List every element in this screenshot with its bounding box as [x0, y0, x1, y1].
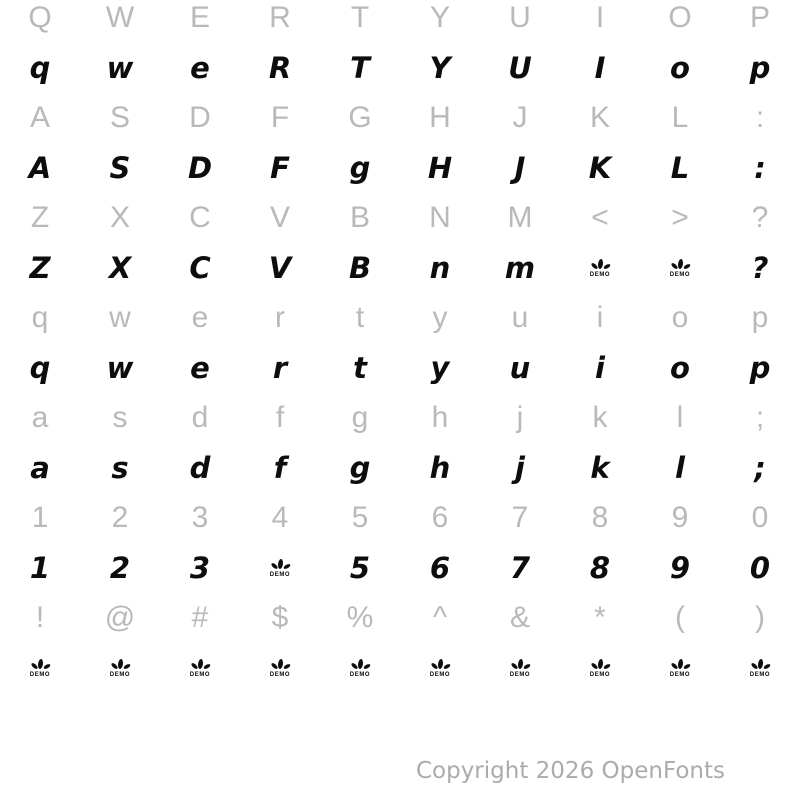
glyph-cell-demo-placeholder — [640, 643, 720, 693]
glyph-cell: C — [189, 250, 211, 285]
glyph-cell: y — [430, 350, 450, 385]
glyph-row-3-reference — [0, 93, 800, 143]
three-petal-splash-icon — [508, 658, 532, 671]
demo-placeholder-glyph — [588, 258, 612, 278]
demo-placeholder-glyph — [268, 558, 292, 578]
demo-placeholder-label: DEMO — [189, 672, 211, 678]
glyph-cell: g — [351, 401, 369, 434]
three-petal-splash-icon — [108, 658, 132, 671]
demo-placeholder-label: DEMO — [429, 672, 451, 678]
glyph-cell: X — [109, 201, 130, 234]
demo-placeholder-label: DEMO — [589, 672, 611, 678]
glyph-cell: 2 — [109, 550, 131, 585]
demo-placeholder-label: DEMO — [589, 272, 611, 278]
glyph-cell: o — [671, 301, 689, 334]
glyph-cell: B — [348, 250, 372, 285]
glyph-cell: ^ — [432, 601, 448, 634]
glyph-cell: & — [509, 601, 530, 634]
demo-placeholder-glyph — [668, 658, 692, 678]
glyph-cell: a — [31, 401, 49, 434]
glyph-cell: D — [187, 150, 213, 185]
glyph-cell: S — [109, 150, 131, 185]
glyph-cell: 5 — [351, 501, 369, 534]
glyph-cell: A — [29, 101, 50, 134]
three-petal-splash-icon — [268, 658, 292, 671]
demo-placeholder-label: DEMO — [109, 672, 131, 678]
glyph-cell: w — [109, 301, 131, 334]
glyph-cell: K — [588, 150, 612, 185]
glyph-cell: N — [429, 201, 451, 234]
demo-placeholder-glyph — [108, 658, 132, 678]
glyph-row-13-reference — [0, 593, 800, 643]
glyph-cell: T — [350, 1, 370, 34]
glyph-cell: f — [275, 401, 285, 434]
glyph-cell: ( — [675, 601, 685, 634]
demo-placeholder-glyph — [748, 658, 772, 678]
glyph-cell: I — [594, 50, 606, 85]
glyph-cell: k — [592, 401, 608, 434]
glyph-cell: g — [349, 150, 371, 185]
glyph-cell: 2 — [111, 501, 129, 534]
glyph-cell: ! — [35, 601, 45, 634]
copyright-text: Copyright 2026 OpenFonts — [415, 758, 725, 784]
glyph-cell: Z — [29, 250, 51, 285]
glyph-row-12-demo — [0, 543, 800, 593]
glyph-cell: i — [595, 350, 605, 385]
glyph-cell: ) — [755, 601, 765, 634]
glyph-cell: 6 — [431, 501, 449, 534]
glyph-row-7-reference — [0, 293, 800, 343]
glyph-cell: 1 — [31, 501, 49, 534]
glyph-cell: J — [514, 150, 526, 185]
demo-placeholder-label: DEMO — [29, 672, 51, 678]
glyph-cell: e — [191, 301, 209, 334]
demo-placeholder-glyph — [668, 258, 692, 278]
glyph-cell: T — [350, 50, 370, 85]
glyph-cell: d — [191, 401, 209, 434]
glyph-cell: B — [349, 201, 370, 234]
three-petal-splash-icon — [348, 658, 372, 671]
glyph-cell: n — [429, 250, 451, 285]
glyph-cell-demo-placeholder — [400, 643, 480, 693]
glyph-cell: p — [749, 350, 771, 385]
glyph-cell-demo-placeholder — [640, 243, 720, 293]
glyph-row-11-reference — [0, 493, 800, 543]
glyph-cell: C — [189, 201, 211, 234]
glyph-cell: u — [511, 301, 529, 334]
glyph-cell: q — [31, 301, 49, 334]
glyph-cell: I — [595, 1, 605, 34]
glyph-cell: Q — [28, 1, 52, 34]
glyph-cell: w — [106, 350, 134, 385]
glyph-cell: f — [273, 450, 287, 485]
three-petal-splash-icon — [428, 658, 452, 671]
three-petal-splash-icon — [588, 658, 612, 671]
glyph-cell: R — [268, 50, 292, 85]
glyph-row-6-demo — [0, 243, 800, 293]
glyph-cell: d — [189, 450, 211, 485]
glyph-cell: h — [429, 450, 451, 485]
glyph-cell: r — [272, 350, 288, 385]
glyph-row-1-reference — [0, 0, 800, 43]
glyph-cell: U — [509, 1, 531, 34]
demo-placeholder-glyph — [188, 658, 212, 678]
glyph-cell: 5 — [349, 550, 371, 585]
glyph-cell: V — [268, 250, 292, 285]
demo-placeholder-glyph — [428, 658, 452, 678]
glyph-cell-demo-placeholder — [720, 643, 800, 693]
glyph-cell: P — [749, 1, 770, 34]
glyph-cell: u — [509, 350, 531, 385]
glyph-cell: ? — [751, 201, 769, 234]
glyph-cell-demo-placeholder — [240, 643, 320, 693]
glyph-row-8-demo — [0, 343, 800, 393]
glyph-cell: 8 — [589, 550, 611, 585]
glyph-cell: 7 — [509, 550, 531, 585]
glyph-cell: 4 — [271, 501, 289, 534]
glyph-cell: F — [270, 150, 290, 185]
glyph-cell: @ — [104, 601, 136, 634]
glyph-cell: F — [270, 101, 290, 134]
glyph-row-4-demo — [0, 143, 800, 193]
glyph-row-14-demo — [0, 643, 800, 693]
demo-placeholder-glyph — [268, 658, 292, 678]
glyph-cell-demo-placeholder — [560, 243, 640, 293]
demo-placeholder-glyph — [348, 658, 372, 678]
glyph-cell: H — [429, 101, 451, 134]
glyph-cell: g — [349, 450, 371, 485]
glyph-cell: i — [596, 301, 604, 334]
glyph-cell: M — [507, 201, 533, 234]
glyph-cell: L — [670, 150, 690, 185]
glyph-cell-demo-placeholder — [160, 643, 240, 693]
glyph-cell: h — [431, 401, 449, 434]
glyph-cell: ; — [754, 450, 766, 485]
glyph-cell: j — [515, 450, 525, 485]
glyph-cell: > — [671, 201, 689, 234]
glyph-cell: S — [109, 101, 130, 134]
glyph-cell: 9 — [671, 501, 689, 534]
glyph-cell: 9 — [669, 550, 691, 585]
glyph-cell-demo-placeholder — [480, 643, 560, 693]
glyph-row-5-reference — [0, 193, 800, 243]
glyph-cell: 3 — [191, 501, 209, 534]
glyph-cell: V — [269, 201, 290, 234]
glyph-cell-demo-placeholder — [560, 643, 640, 693]
demo-placeholder-glyph — [28, 658, 52, 678]
glyph-row-9-reference — [0, 393, 800, 443]
glyph-cell: l — [676, 401, 684, 434]
glyph-cell: q — [29, 50, 51, 85]
demo-placeholder-label: DEMO — [349, 672, 371, 678]
three-petal-splash-icon — [28, 658, 52, 671]
demo-placeholder-glyph — [588, 658, 612, 678]
demo-placeholder-label: DEMO — [669, 272, 691, 278]
glyph-cell: 0 — [751, 501, 769, 534]
three-petal-splash-icon — [188, 658, 212, 671]
glyph-cell-demo-placeholder — [0, 643, 80, 693]
glyph-cell: U — [508, 50, 532, 85]
glyph-cell: Y — [429, 50, 451, 85]
glyph-cell-demo-placeholder — [80, 643, 160, 693]
glyph-row-2-demo — [0, 43, 800, 93]
three-petal-splash-icon — [748, 658, 772, 671]
glyph-cell: E — [189, 1, 210, 34]
glyph-cell: e — [190, 50, 210, 85]
glyph-cell: < — [591, 201, 609, 234]
demo-placeholder-label: DEMO — [749, 672, 771, 678]
glyph-cell: 8 — [591, 501, 609, 534]
glyph-cell-demo-placeholder — [320, 643, 400, 693]
glyph-cell: a — [30, 450, 50, 485]
glyph-cell: t — [355, 301, 365, 334]
three-petal-splash-icon — [668, 258, 692, 271]
glyph-cell: L — [671, 101, 689, 134]
glyph-cell: K — [589, 101, 610, 134]
glyph-cell: 0 — [749, 550, 771, 585]
glyph-cell: r — [275, 301, 285, 334]
glyph-cell-demo-placeholder — [240, 543, 320, 593]
glyph-cell: H — [427, 150, 453, 185]
glyph-cell: Y — [429, 1, 450, 34]
glyph-cell: 6 — [429, 550, 451, 585]
glyph-cell: y — [432, 301, 448, 334]
glyph-cell: k — [590, 450, 610, 485]
glyph-cell: R — [269, 1, 291, 34]
glyph-cell: Z — [30, 201, 50, 234]
demo-placeholder-glyph — [508, 658, 532, 678]
glyph-cell: ; — [755, 401, 765, 434]
glyph-cell: s — [112, 401, 128, 434]
glyph-cell: 3 — [189, 550, 211, 585]
glyph-cell: : — [755, 101, 765, 134]
glyph-cell: o — [670, 50, 690, 85]
glyph-cell: w — [106, 50, 134, 85]
glyph-cell: o — [670, 350, 690, 385]
glyph-cell: m — [504, 250, 536, 285]
glyph-cell: A — [28, 150, 52, 185]
glyph-cell: $ — [271, 601, 289, 634]
glyph-cell: % — [346, 601, 374, 634]
glyph-cell: O — [668, 1, 692, 34]
glyph-cell: t — [353, 350, 367, 385]
glyph-cell: p — [751, 301, 769, 334]
glyph-cell: : — [754, 150, 766, 185]
glyph-cell: l — [675, 450, 685, 485]
glyph-cell: q — [29, 350, 51, 385]
glyph-row-10-demo — [0, 443, 800, 493]
demo-placeholder-label: DEMO — [669, 672, 691, 678]
three-petal-splash-icon — [268, 558, 292, 571]
glyph-cell: G — [348, 101, 372, 134]
glyph-cell: * — [594, 601, 606, 634]
glyph-cell: D — [189, 101, 211, 134]
glyph-cell: X — [108, 250, 132, 285]
glyph-cell: p — [749, 50, 771, 85]
glyph-cell: W — [105, 1, 135, 34]
glyph-cell: 1 — [29, 550, 51, 585]
glyph-cell: J — [512, 101, 528, 134]
glyph-cell: 7 — [511, 501, 529, 534]
demo-placeholder-label: DEMO — [269, 572, 291, 578]
demo-placeholder-label: DEMO — [269, 672, 291, 678]
glyph-cell: j — [516, 401, 524, 434]
glyph-cell: ? — [751, 250, 769, 285]
glyph-cell: s — [111, 450, 129, 485]
three-petal-splash-icon — [588, 258, 612, 271]
glyph-cell: # — [191, 601, 209, 634]
demo-placeholder-label: DEMO — [509, 672, 531, 678]
glyph-cell: e — [190, 350, 210, 385]
three-petal-splash-icon — [668, 658, 692, 671]
